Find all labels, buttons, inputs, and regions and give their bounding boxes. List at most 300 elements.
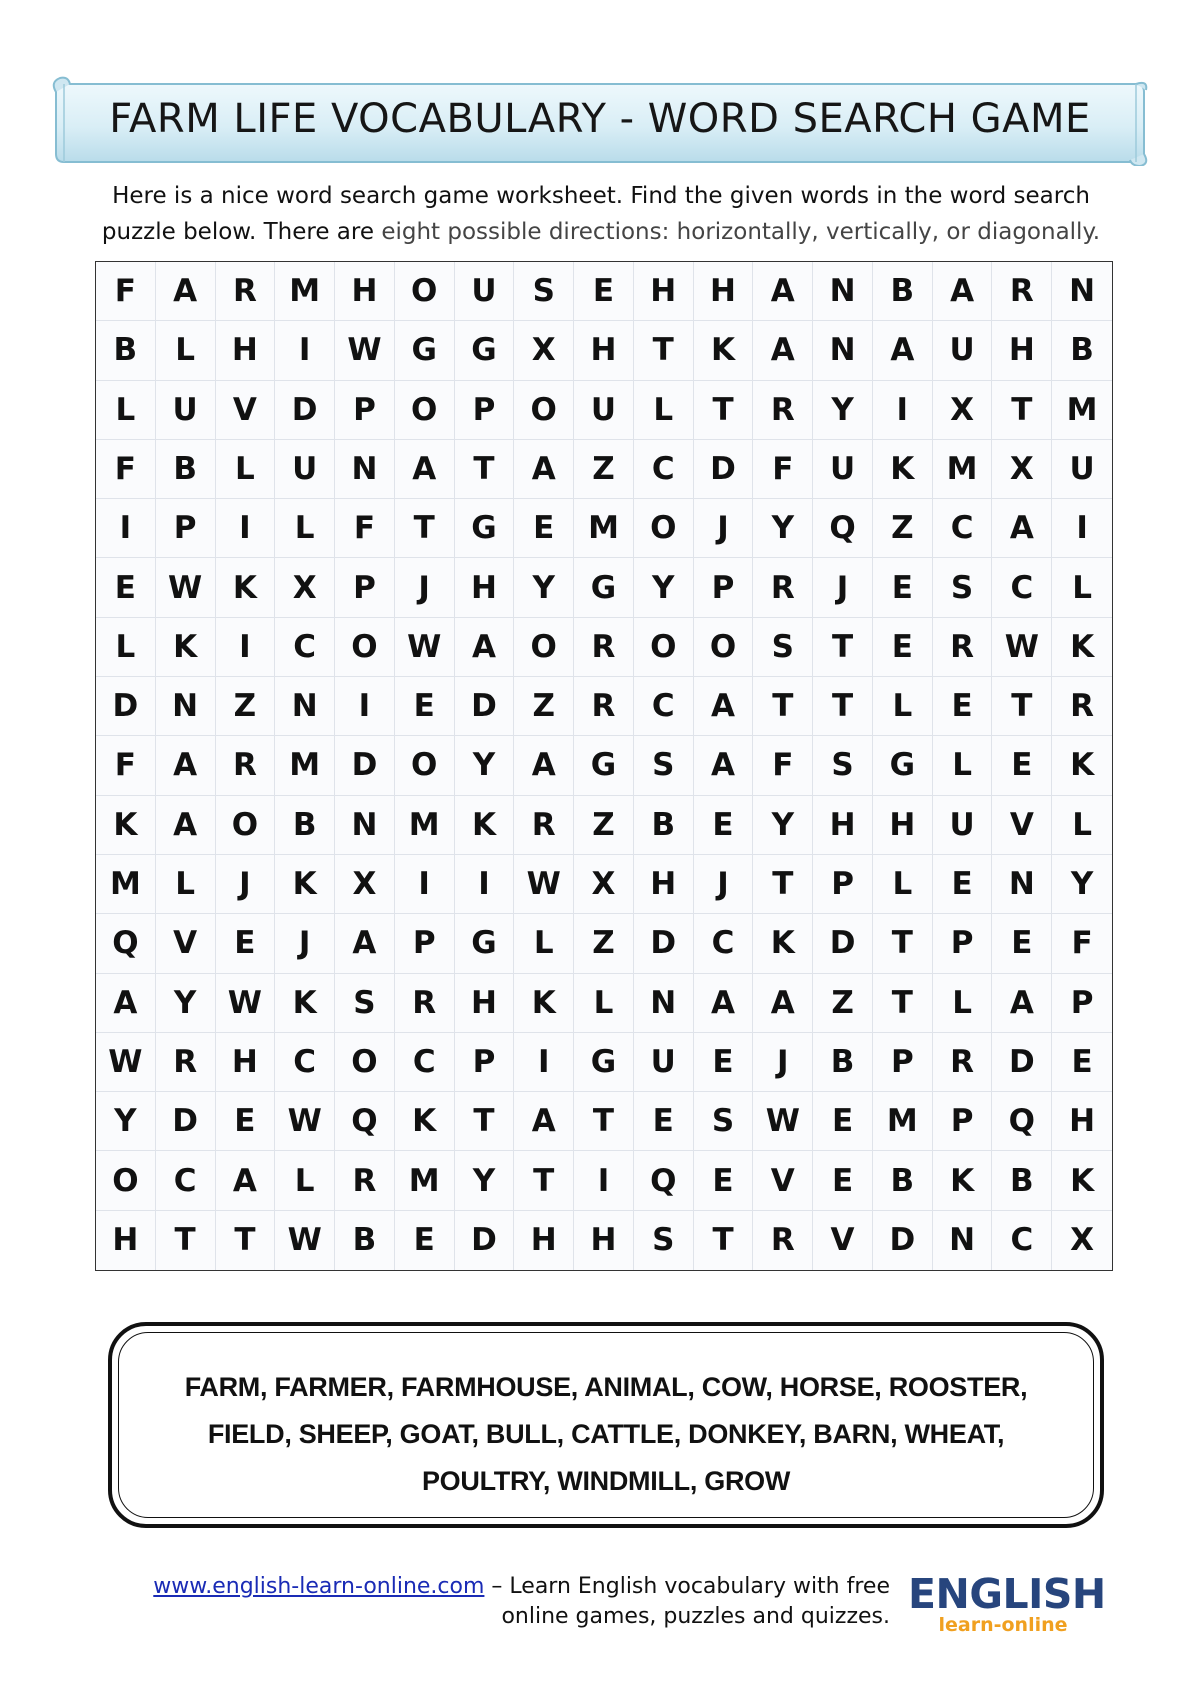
grid-cell[interactable]: N: [992, 855, 1052, 914]
grid-cell[interactable]: E: [694, 796, 754, 855]
grid-cell[interactable]: Y: [813, 381, 873, 440]
grid-cell[interactable]: E: [992, 914, 1052, 973]
grid-cell[interactable]: H: [634, 262, 694, 321]
grid-cell[interactable]: U: [634, 1033, 694, 1092]
grid-cell[interactable]: U: [1052, 440, 1112, 499]
grid-cell[interactable]: R: [992, 262, 1052, 321]
grid-cell[interactable]: D: [813, 914, 873, 973]
grid-cell[interactable]: N: [813, 321, 873, 380]
grid-cell[interactable]: H: [873, 796, 933, 855]
grid-cell[interactable]: E: [96, 558, 156, 617]
grid-cell[interactable]: T: [514, 1151, 574, 1210]
grid-cell[interactable]: K: [873, 440, 933, 499]
grid-cell[interactable]: K: [96, 796, 156, 855]
grid-cell[interactable]: C: [992, 558, 1052, 617]
grid-cell[interactable]: X: [574, 855, 634, 914]
grid-cell[interactable]: N: [813, 262, 873, 321]
grid-cell[interactable]: S: [694, 1092, 754, 1151]
grid-cell[interactable]: O: [395, 736, 455, 795]
grid-cell[interactable]: K: [1052, 1151, 1112, 1210]
grid-cell[interactable]: P: [335, 381, 395, 440]
grid-cell[interactable]: D: [335, 736, 395, 795]
grid-cell[interactable]: L: [873, 677, 933, 736]
grid-cell[interactable]: T: [992, 677, 1052, 736]
grid-cell[interactable]: A: [694, 677, 754, 736]
grid-cell[interactable]: O: [694, 618, 754, 677]
grid-cell[interactable]: W: [335, 321, 395, 380]
grid-cell[interactable]: S: [634, 1211, 694, 1270]
grid-cell[interactable]: K: [753, 914, 813, 973]
grid-cell[interactable]: U: [156, 381, 216, 440]
grid-cell[interactable]: T: [753, 855, 813, 914]
grid-cell[interactable]: F: [96, 262, 156, 321]
grid-cell[interactable]: A: [156, 736, 216, 795]
grid-cell[interactable]: L: [156, 855, 216, 914]
grid-cell[interactable]: A: [156, 796, 216, 855]
grid-cell[interactable]: A: [514, 736, 574, 795]
grid-cell[interactable]: B: [1052, 321, 1112, 380]
grid-cell[interactable]: A: [335, 914, 395, 973]
grid-cell[interactable]: D: [275, 381, 335, 440]
grid-cell[interactable]: G: [455, 914, 515, 973]
grid-cell[interactable]: A: [992, 499, 1052, 558]
grid-cell[interactable]: H: [574, 1211, 634, 1270]
grid-cell[interactable]: A: [933, 262, 993, 321]
grid-cell[interactable]: L: [216, 440, 276, 499]
grid-cell[interactable]: S: [933, 558, 993, 617]
grid-cell[interactable]: V: [813, 1211, 873, 1270]
grid-cell[interactable]: R: [1052, 677, 1112, 736]
grid-cell[interactable]: S: [813, 736, 873, 795]
grid-cell[interactable]: V: [992, 796, 1052, 855]
grid-cell[interactable]: T: [873, 974, 933, 1033]
grid-cell[interactable]: W: [156, 558, 216, 617]
grid-cell[interactable]: Z: [574, 914, 634, 973]
grid-cell[interactable]: F: [96, 736, 156, 795]
grid-cell[interactable]: F: [335, 499, 395, 558]
grid-cell[interactable]: X: [992, 440, 1052, 499]
grid-cell[interactable]: G: [873, 736, 933, 795]
grid-cell[interactable]: M: [275, 736, 335, 795]
word-search-grid: [95, 261, 1113, 1271]
grid-cell[interactable]: Q: [96, 914, 156, 973]
grid-cell[interactable]: L: [96, 618, 156, 677]
grid-cell[interactable]: K: [395, 1092, 455, 1151]
grid-cell[interactable]: B: [873, 1151, 933, 1210]
grid-cell[interactable]: X: [514, 321, 574, 380]
grid-cell[interactable]: R: [216, 262, 276, 321]
grid-cell[interactable]: J: [753, 1033, 813, 1092]
grid-cell[interactable]: N: [1052, 262, 1112, 321]
grid-cell[interactable]: E: [873, 618, 933, 677]
grid-cell[interactable]: N: [933, 1211, 993, 1270]
grid-cell[interactable]: A: [694, 974, 754, 1033]
grid-cell[interactable]: P: [694, 558, 754, 617]
grid-cell[interactable]: Q: [335, 1092, 395, 1151]
grid-cell[interactable]: J: [395, 558, 455, 617]
grid-cell[interactable]: T: [694, 381, 754, 440]
grid-cell[interactable]: M: [1052, 381, 1112, 440]
grid-cell[interactable]: C: [634, 677, 694, 736]
grid-cell[interactable]: R: [514, 796, 574, 855]
grid-cell[interactable]: N: [634, 974, 694, 1033]
grid-cell[interactable]: I: [873, 381, 933, 440]
grid-cell[interactable]: K: [1052, 618, 1112, 677]
grid-cell[interactable]: Y: [96, 1092, 156, 1151]
grid-cell[interactable]: D: [156, 1092, 216, 1151]
grid-cell[interactable]: E: [634, 1092, 694, 1151]
grid-cell[interactable]: T: [395, 499, 455, 558]
grid-cell[interactable]: O: [395, 381, 455, 440]
grid-cell[interactable]: K: [514, 974, 574, 1033]
grid-cell[interactable]: T: [753, 677, 813, 736]
grid-cell[interactable]: R: [156, 1033, 216, 1092]
grid-cell[interactable]: O: [335, 618, 395, 677]
grid-cell[interactable]: R: [933, 618, 993, 677]
grid-cell[interactable]: F: [753, 736, 813, 795]
grid-cell[interactable]: H: [216, 321, 276, 380]
grid-cell[interactable]: Y: [634, 558, 694, 617]
logo-main-text: ENGLISH: [908, 1570, 1106, 1618]
grid-cell[interactable]: M: [873, 1092, 933, 1151]
grid-cell[interactable]: O: [514, 381, 574, 440]
grid-cell[interactable]: R: [574, 677, 634, 736]
grid-cell[interactable]: J: [275, 914, 335, 973]
grid-cell[interactable]: H: [514, 1211, 574, 1270]
grid-cell[interactable]: B: [992, 1151, 1052, 1210]
grid-cell[interactable]: A: [395, 440, 455, 499]
grid-cell[interactable]: H: [96, 1211, 156, 1270]
grid-cell[interactable]: L: [1052, 796, 1112, 855]
grid-cell[interactable]: V: [156, 914, 216, 973]
grid-cell[interactable]: E: [813, 1151, 873, 1210]
grid-cell[interactable]: M: [395, 1151, 455, 1210]
grid-cell[interactable]: Y: [753, 499, 813, 558]
grid-cell[interactable]: A: [694, 736, 754, 795]
grid-cell[interactable]: S: [514, 262, 574, 321]
grid-cell[interactable]: R: [335, 1151, 395, 1210]
grid-cell[interactable]: O: [96, 1151, 156, 1210]
grid-cell[interactable]: C: [694, 914, 754, 973]
grid-cell[interactable]: N: [335, 440, 395, 499]
grid-cell[interactable]: S: [634, 736, 694, 795]
grid-cell[interactable]: E: [395, 677, 455, 736]
grid-cell[interactable]: A: [455, 618, 515, 677]
grid-cell[interactable]: L: [933, 736, 993, 795]
grid-cell[interactable]: P: [455, 381, 515, 440]
grid-cell[interactable]: E: [216, 1092, 276, 1151]
grid-cell[interactable]: M: [275, 262, 335, 321]
grid-cell[interactable]: K: [1052, 736, 1112, 795]
grid-cell[interactable]: Y: [753, 796, 813, 855]
grid-cell[interactable]: J: [694, 855, 754, 914]
grid-cell[interactable]: E: [694, 1033, 754, 1092]
grid-cell[interactable]: G: [455, 499, 515, 558]
grid-cell[interactable]: W: [753, 1092, 813, 1151]
grid-cell[interactable]: Q: [634, 1151, 694, 1210]
grid-cell[interactable]: B: [156, 440, 216, 499]
grid-cell[interactable]: D: [873, 1211, 933, 1270]
grid-cell[interactable]: B: [335, 1211, 395, 1270]
grid-cell[interactable]: U: [455, 262, 515, 321]
grid-cell[interactable]: E: [933, 677, 993, 736]
grid-cell[interactable]: H: [335, 262, 395, 321]
grid-cell[interactable]: T: [634, 321, 694, 380]
grid-cell[interactable]: Z: [216, 677, 276, 736]
grid-cell[interactable]: O: [216, 796, 276, 855]
grid-cell[interactable]: P: [156, 499, 216, 558]
page-title: FARM LIFE VOCABULARY - WORD SEARCH GAME: [109, 96, 1091, 142]
grid-cell[interactable]: Z: [514, 677, 574, 736]
grid-cell[interactable]: D: [694, 440, 754, 499]
grid-cell[interactable]: H: [455, 558, 515, 617]
grid-cell[interactable]: C: [395, 1033, 455, 1092]
grid-cell[interactable]: W: [96, 1033, 156, 1092]
grid-cell[interactable]: E: [694, 1151, 754, 1210]
grid-cell[interactable]: R: [574, 618, 634, 677]
grid-cell[interactable]: D: [96, 677, 156, 736]
grid-cell[interactable]: W: [275, 1092, 335, 1151]
grid-cell[interactable]: S: [753, 618, 813, 677]
grid-cell[interactable]: B: [96, 321, 156, 380]
grid-cell[interactable]: G: [455, 321, 515, 380]
grid-cell[interactable]: L: [275, 499, 335, 558]
grid-cell[interactable]: W: [992, 618, 1052, 677]
grid-cell[interactable]: A: [873, 321, 933, 380]
grid-cell[interactable]: Y: [455, 1151, 515, 1210]
grid-cell[interactable]: N: [275, 677, 335, 736]
grid-cell[interactable]: Z: [873, 499, 933, 558]
grid-cell[interactable]: R: [216, 736, 276, 795]
grid-cell[interactable]: U: [933, 796, 993, 855]
grid-cell[interactable]: T: [992, 381, 1052, 440]
grid-cell[interactable]: O: [634, 499, 694, 558]
grid-cell[interactable]: T: [216, 1211, 276, 1270]
grid-cell[interactable]: T: [873, 914, 933, 973]
website-link[interactable]: www.english-learn-online.com: [153, 1574, 485, 1599]
grid-cell[interactable]: Z: [574, 440, 634, 499]
grid-cell[interactable]: I: [514, 1033, 574, 1092]
grid-cell[interactable]: L: [1052, 558, 1112, 617]
grid-cell[interactable]: U: [813, 440, 873, 499]
grid-cell[interactable]: I: [96, 499, 156, 558]
grid-cell[interactable]: W: [395, 618, 455, 677]
grid-cell[interactable]: T: [694, 1211, 754, 1270]
grid-cell[interactable]: L: [96, 381, 156, 440]
footer-text-2: online games, puzzles and quizzes.: [501, 1604, 890, 1629]
grid-cell[interactable]: R: [753, 1211, 813, 1270]
grid-cell[interactable]: G: [395, 321, 455, 380]
grid-cell[interactable]: D: [634, 914, 694, 973]
grid-cell[interactable]: Z: [813, 974, 873, 1033]
grid-cell[interactable]: P: [455, 1033, 515, 1092]
grid-cell[interactable]: G: [574, 558, 634, 617]
grid-cell[interactable]: Q: [992, 1092, 1052, 1151]
grid-cell[interactable]: P: [813, 855, 873, 914]
grid-cell[interactable]: K: [216, 558, 276, 617]
grid-cell[interactable]: A: [753, 974, 813, 1033]
grid-cell[interactable]: K: [455, 796, 515, 855]
grid-cell[interactable]: K: [694, 321, 754, 380]
grid-cell[interactable]: E: [216, 914, 276, 973]
grid-cell[interactable]: X: [933, 381, 993, 440]
grid-cell[interactable]: J: [216, 855, 276, 914]
grid-cell[interactable]: E: [395, 1211, 455, 1270]
grid-cell[interactable]: O: [395, 262, 455, 321]
grid-cell[interactable]: M: [96, 855, 156, 914]
grid-cell[interactable]: U: [574, 381, 634, 440]
grid-cell[interactable]: T: [455, 440, 515, 499]
grid-cell[interactable]: A: [514, 1092, 574, 1151]
grid-cell[interactable]: E: [1052, 1033, 1112, 1092]
instructions: [56, 178, 1146, 250]
grid-cell[interactable]: R: [933, 1033, 993, 1092]
instructions-line-2-start: puzzle below. There are: [101, 219, 382, 245]
grid-cell[interactable]: I: [216, 499, 276, 558]
grid-cell[interactable]: I: [216, 618, 276, 677]
grid-cell[interactable]: H: [1052, 1092, 1112, 1151]
grid-cell[interactable]: R: [395, 974, 455, 1033]
grid-cell[interactable]: U: [275, 440, 335, 499]
instructions-line-2: [56, 214, 1146, 250]
grid-cell[interactable]: K: [275, 974, 335, 1033]
grid-cell[interactable]: F: [1052, 914, 1112, 973]
grid-cell[interactable]: M: [574, 499, 634, 558]
grid-cell[interactable]: A: [992, 974, 1052, 1033]
grid-cell[interactable]: A: [753, 262, 813, 321]
grid-cell[interactable]: I: [395, 855, 455, 914]
grid-cell[interactable]: P: [873, 1033, 933, 1092]
grid-cell[interactable]: D: [455, 677, 515, 736]
grid-cell[interactable]: H: [216, 1033, 276, 1092]
grid-cell[interactable]: J: [813, 558, 873, 617]
footer-line-1: [110, 1572, 890, 1602]
grid-cell[interactable]: H: [634, 855, 694, 914]
grid-cell[interactable]: I: [275, 321, 335, 380]
grid-cell[interactable]: V: [753, 1151, 813, 1210]
grid-cell[interactable]: Y: [1052, 855, 1112, 914]
grid-cell[interactable]: A: [753, 321, 813, 380]
grid-cell[interactable]: E: [992, 736, 1052, 795]
grid-cell[interactable]: W: [216, 974, 276, 1033]
grid-cell[interactable]: C: [634, 440, 694, 499]
grid-cell[interactable]: T: [455, 1092, 515, 1151]
grid-cell[interactable]: K: [933, 1151, 993, 1210]
grid-cell[interactable]: I: [335, 677, 395, 736]
grid-cell[interactable]: W: [514, 855, 574, 914]
grid-cell[interactable]: H: [992, 321, 1052, 380]
grid-cell[interactable]: B: [275, 796, 335, 855]
grid-cell[interactable]: I: [455, 855, 515, 914]
grid-cell[interactable]: H: [574, 321, 634, 380]
grid-cell[interactable]: N: [156, 677, 216, 736]
grid-cell[interactable]: R: [753, 558, 813, 617]
grid-cell[interactable]: P: [335, 558, 395, 617]
grid-cell[interactable]: Y: [514, 558, 574, 617]
grid-cell[interactable]: G: [574, 1033, 634, 1092]
grid-cell[interactable]: O: [514, 618, 574, 677]
grid-cell[interactable]: T: [813, 677, 873, 736]
grid-cell[interactable]: X: [1070, 1222, 1095, 1259]
word-list-line-3: POULTRY, WINDMILL, GROW: [421, 1466, 791, 1496]
grid-cell[interactable]: O: [634, 618, 694, 677]
grid-cell[interactable]: M: [933, 440, 993, 499]
grid-cell[interactable]: Z: [574, 796, 634, 855]
grid-cell[interactable]: L: [574, 974, 634, 1033]
grid-cell[interactable]: H: [455, 974, 515, 1033]
grid-cell[interactable]: E: [933, 855, 993, 914]
grid-cell[interactable]: E: [873, 558, 933, 617]
grid-cell[interactable]: L: [275, 1151, 335, 1210]
grid-cell[interactable]: L: [156, 321, 216, 380]
grid-cell[interactable]: C: [992, 1211, 1052, 1270]
grid-cell[interactable]: E: [813, 1092, 873, 1151]
grid-cell[interactable]: P: [933, 1092, 993, 1151]
grid-cell[interactable]: Y: [455, 736, 515, 795]
grid-cell[interactable]: L: [514, 914, 574, 973]
grid-cell[interactable]: P: [933, 914, 993, 973]
grid-cell[interactable]: L: [634, 381, 694, 440]
grid-cell[interactable]: A: [96, 974, 156, 1033]
grid-cell[interactable]: T: [156, 1211, 216, 1270]
grid-cell[interactable]: P: [1052, 974, 1112, 1033]
grid-cell[interactable]: R: [753, 381, 813, 440]
grid-cell[interactable]: P: [395, 914, 455, 973]
grid-cell[interactable]: L: [933, 974, 993, 1033]
grid-cell[interactable]: A: [156, 262, 216, 321]
grid-cell[interactable]: D: [455, 1211, 515, 1270]
grid-cell[interactable]: V: [216, 381, 276, 440]
grid-cell[interactable]: T: [813, 618, 873, 677]
grid-cell[interactable]: I: [1052, 499, 1112, 558]
grid-cell[interactable]: C: [933, 499, 993, 558]
grid-cell[interactable]: T: [574, 1092, 634, 1151]
grid-cell[interactable]: H: [813, 796, 873, 855]
grid-cell[interactable]: E: [574, 262, 634, 321]
grid-cell[interactable]: X: [335, 855, 395, 914]
grid-cell[interactable]: D: [992, 1033, 1052, 1092]
grid-cell[interactable]: F: [96, 440, 156, 499]
grid-cell[interactable]: A: [216, 1151, 276, 1210]
grid-cell[interactable]: S: [335, 974, 395, 1033]
grid-cell[interactable]: I: [574, 1151, 634, 1210]
grid-cell[interactable]: B: [873, 262, 933, 321]
grid-cell[interactable]: X: [275, 558, 335, 617]
grid-cell[interactable]: C: [275, 618, 335, 677]
grid-cell[interactable]: F: [753, 440, 813, 499]
grid-cell[interactable]: M: [395, 796, 455, 855]
grid-cell[interactable]: K: [156, 618, 216, 677]
grid-cell[interactable]: B: [634, 796, 694, 855]
grid-cell[interactable]: Y: [156, 974, 216, 1033]
grid-cell[interactable]: O: [335, 1033, 395, 1092]
grid-cell[interactable]: G: [574, 736, 634, 795]
grid-cell[interactable]: B: [813, 1033, 873, 1092]
grid-cell[interactable]: H: [694, 262, 754, 321]
grid-cell[interactable]: K: [275, 855, 335, 914]
grid-cell[interactable]: N: [335, 796, 395, 855]
grid-cell[interactable]: W: [275, 1211, 335, 1270]
word-list-line-2: FIELD, SHEEP, GOAT, BULL, CATTLE, DONKEY, BARN, WHEAT,: [207, 1419, 1005, 1449]
grid-cell[interactable]: C: [275, 1033, 335, 1092]
grid-cell[interactable]: C: [156, 1151, 216, 1210]
grid-cell[interactable]: E: [514, 499, 574, 558]
grid-cell[interactable]: Q: [813, 499, 873, 558]
grid-cell[interactable]: A: [514, 440, 574, 499]
grid-cell[interactable]: J: [694, 499, 754, 558]
grid-cell[interactable]: L: [873, 855, 933, 914]
grid-cell[interactable]: U: [933, 321, 993, 380]
